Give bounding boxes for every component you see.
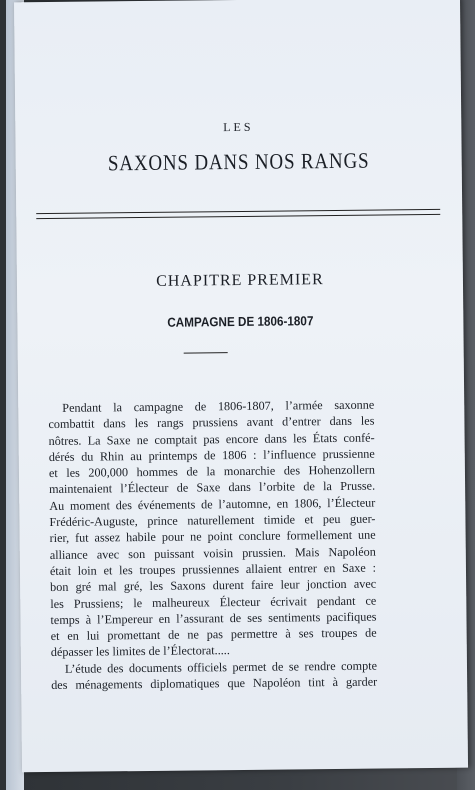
short-rule-divider — [184, 352, 228, 353]
title-article: LES — [223, 119, 254, 135]
text-line: Pendant la campagne de 1806-1807, l’armée saxonne — [62, 397, 375, 415]
book-page — [14, 0, 468, 772]
text-line: combattit dans les rangs prussiens avant d’entrer dans les — [48, 413, 375, 432]
text-line: bon gré mal gré, les Saxons durent faire leur jonction avec — [50, 576, 377, 595]
text-line: alliance avec son puissant voisin prussien. Mais Napoléon — [49, 544, 376, 562]
text-line: dérés du Rhin au printemps de 1806 : l’influence prussienne — [48, 446, 375, 464]
text-line: était loin et les troupes prussiennes allaient entrer en Saxe : — [49, 560, 377, 578]
chapter-subtitle: CAMPAGNE DE 1806-1807 — [167, 313, 314, 330]
title-block — [15, 118, 462, 178]
double-rule-divider — [36, 209, 440, 219]
text-line: Au moment des événements de l’automne, en 1806, l’Électeur — [49, 495, 376, 513]
text-line: des ménagements diplomatiques que Napoléon tint à garder — [51, 674, 378, 693]
book-title: SAXONS DANS NOS RANGS — [107, 147, 370, 176]
text-line: Frédéric-Auguste, prince naturellement timide et peu guer- — [49, 511, 376, 530]
text-line: maintenaient l’Électeur de Saxe dans l’orbite de la Prusse. — [49, 479, 376, 497]
text-line: L’étude des documents officiels permet de se rendre compte — [64, 658, 378, 676]
body-text — [48, 397, 377, 694]
chapter-heading: CHAPITRE PREMIER — [156, 271, 324, 290]
text-line: les Prussiens; le malheureux Électeur écrivait pendant ce — [50, 593, 377, 611]
text-line: dépasser les limites de l’Électorat..... — [50, 643, 230, 660]
text-line: temps à l’Empereur en l’assurant de ses sentiments pacifiques — [50, 609, 377, 627]
text-line: nôtres. La Saxe ne comptait pas encore dans les États confé- — [48, 430, 375, 448]
text-line: rier, fut assez habile pour ne point conclure formellement une — [49, 527, 376, 546]
text-line: et en lui promettant de ne pas permettre à ses troupes de — [50, 625, 377, 644]
text-line: et les 200,000 hommes de la monarchie des Hohenzollern — [48, 462, 376, 481]
